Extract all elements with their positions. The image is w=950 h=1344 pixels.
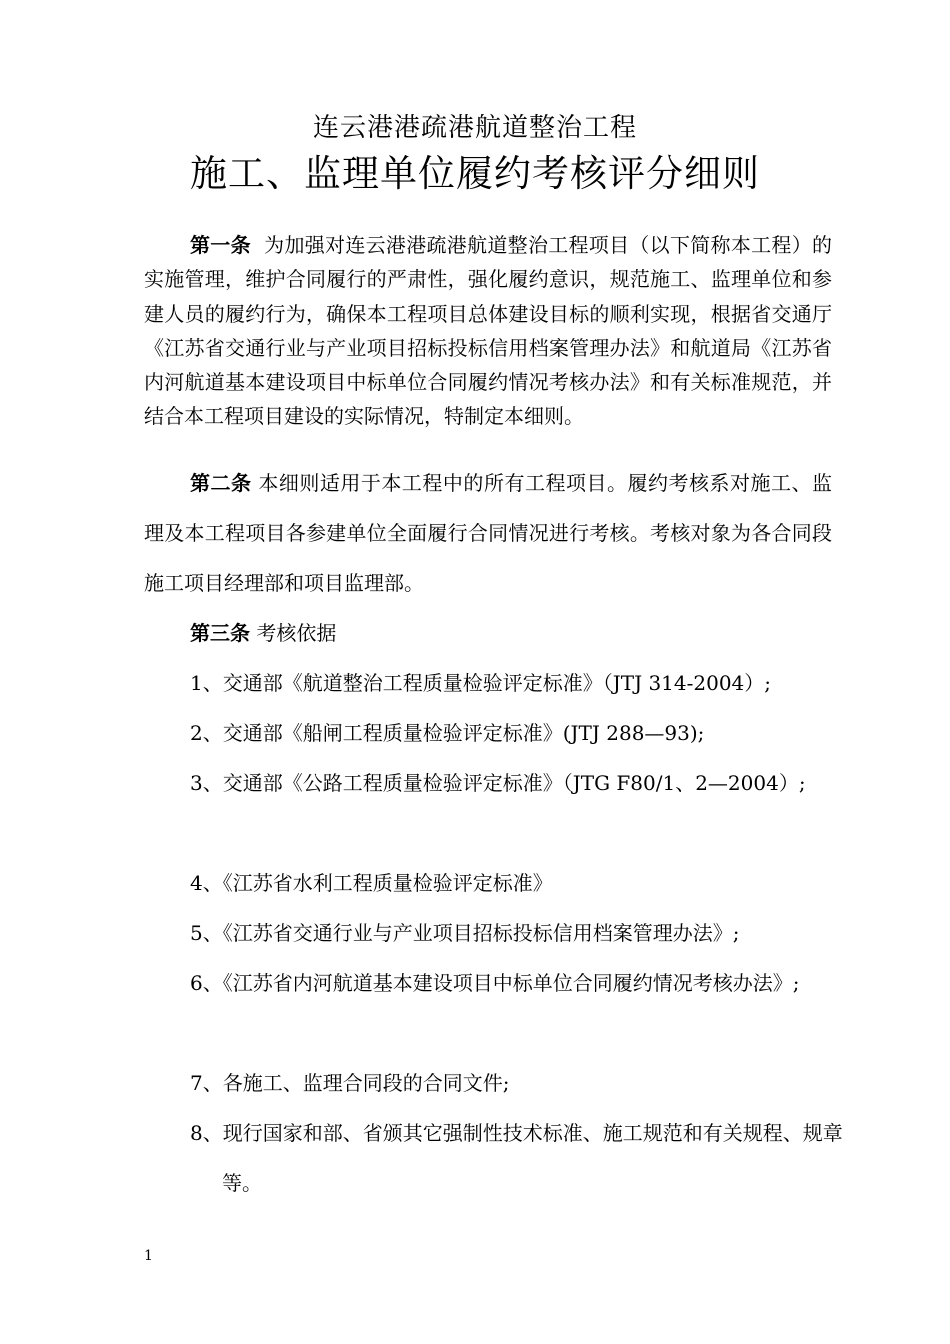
document-title-project: 连云港港疏港航道整治工程 <box>312 113 637 143</box>
article-1-heading: 第一条 <box>190 233 251 257</box>
article-1-text: 为加强对连云港港疏港航道整治工程项目（以下简称本工程）的实施管理，维护合同履行的严肃性，强化履约意识，规范施工、监理单位和参建人员的履约行为，确保本工程项目总体建设目标的顺利实现，根据省交通厅《江苏省交通行业与产业项目招标投标信用档案管理办法》和航道局《江苏省内河航道基本建设项目中标单位合同履约情况考核办法》和有关标准规范，并结合本工程项目建设的实际情况，特制定本细则。 <box>144 233 833 429</box>
article-2-text: 本细则适用于本工程中的所有工程项目。履约考核系对施工、监理及本工程项目各参建单位全面履行合同情况进行考核。考核对象为各合同段施工项目经理部和项目监理部。 <box>144 471 833 595</box>
document-title-main: 施工、监理单位履约考核评分细则 <box>190 152 760 195</box>
article-3 <box>144 608 832 658</box>
basis-item-7: 7、各施工、监理合同段的合同文件; <box>190 1071 510 1095</box>
basis-item-4: 4、《江苏省水利工程质量检验评定标准》 <box>190 871 553 895</box>
article-2 <box>144 458 832 608</box>
article-2-heading: 第二条 <box>190 471 252 495</box>
basis-item-8: 8、现行国家和部、省颁其它强制性技术标准、施工规范和有关规程、规章等。 <box>190 1121 843 1195</box>
basis-item-5: 5、《江苏省交通行业与产业项目招标投标信用档案管理办法》; <box>190 921 740 945</box>
basis-item-2: 2、交通部《船闸工程质量检验评定标准》(JTJ 288—93); <box>190 721 705 745</box>
basis-item-1: 1、交通部《航道整治工程质量检验评定标准》（JTJ 314-2004）; <box>190 671 772 695</box>
article-3-text: 考核依据 <box>256 621 337 645</box>
article-1 <box>144 228 832 434</box>
article-3-heading: 第三条 <box>190 621 250 645</box>
basis-item-3: 3、交通部《公路工程质量检验评定标准》（JTG F80/1、2—2004）; <box>190 771 806 795</box>
page-number: 1 <box>144 1248 153 1264</box>
basis-item-6: 6、《江苏省内河航道基本建设项目中标单位合同履约情况考核办法》; <box>190 971 800 995</box>
